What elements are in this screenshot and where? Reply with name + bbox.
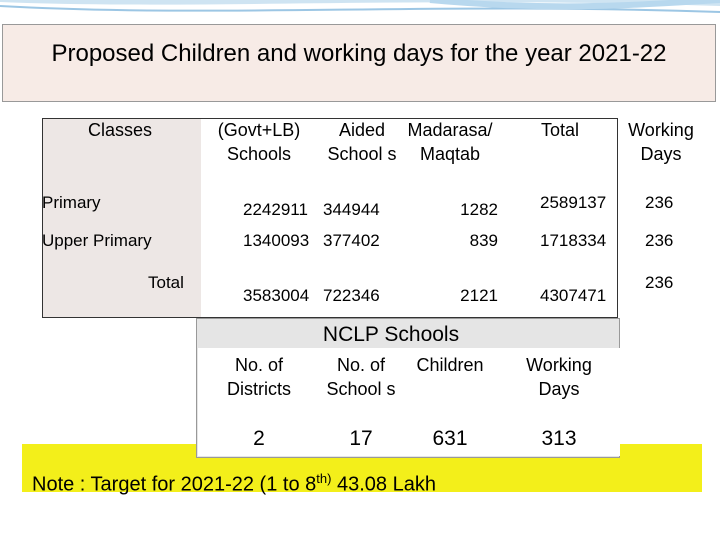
header-govt-lb: (Govt+LB) Schools [217,120,301,164]
title-box [2,24,716,102]
nclp-title: NCLP Schools [322,323,460,346]
header-madarasa: Madarasa/ Maqtab [407,120,493,164]
header-aided: Aided School s [327,120,397,164]
cell-working-days: 236 [645,273,674,292]
cell-govt-lb: 1340093 [243,231,310,250]
cell-govt-lb: 3583004 [243,286,310,305]
cell-aided: 377402 [323,231,380,250]
cell-aided: 722346 [323,286,380,305]
cell-madarasa: 2121 [460,286,498,305]
note-prefix: Note : Target for 2021-22 (1 to 8 [32,473,317,496]
cell-total: 1718334 [540,231,607,250]
cell-aided: 344944 [323,200,380,219]
cell-total: 2589137 [540,193,607,212]
header-total: Total [540,120,580,140]
cell-govt-lb: 2242911 [243,200,308,219]
row-label-primary: Primary [42,193,101,212]
nclp-value-schools: 17 [349,427,373,450]
note-superscript: th) [316,471,332,486]
nclp-value-children: 631 [432,427,468,450]
nclp-header-districts: No. of Districts [227,355,291,399]
cell-madarasa: 1282 [460,200,498,219]
cell-working-days: 236 [645,193,674,212]
cell-madarasa: 839 [469,231,498,250]
nclp-header-children: Children [416,355,484,375]
row-label-total: Total [148,273,184,292]
row-label-upper-primary: Upper Primary [42,231,152,250]
nclp-header-schools: No. of School s [326,355,396,399]
nclp-value-districts: 2 [253,427,265,450]
nclp-value-working-days: 313 [541,427,577,450]
note-text [32,466,436,498]
cell-total: 4307471 [540,286,607,305]
page-title: Proposed Children and working days for the year 2021-22 [51,40,667,67]
nclp-header-working-days: Working Days [526,355,592,399]
header-classes: Classes [87,120,153,140]
header-working-days: Working Days [628,120,694,164]
cell-working-days: 236 [645,231,674,250]
note-suffix: 43.08 Lakh [331,473,436,496]
